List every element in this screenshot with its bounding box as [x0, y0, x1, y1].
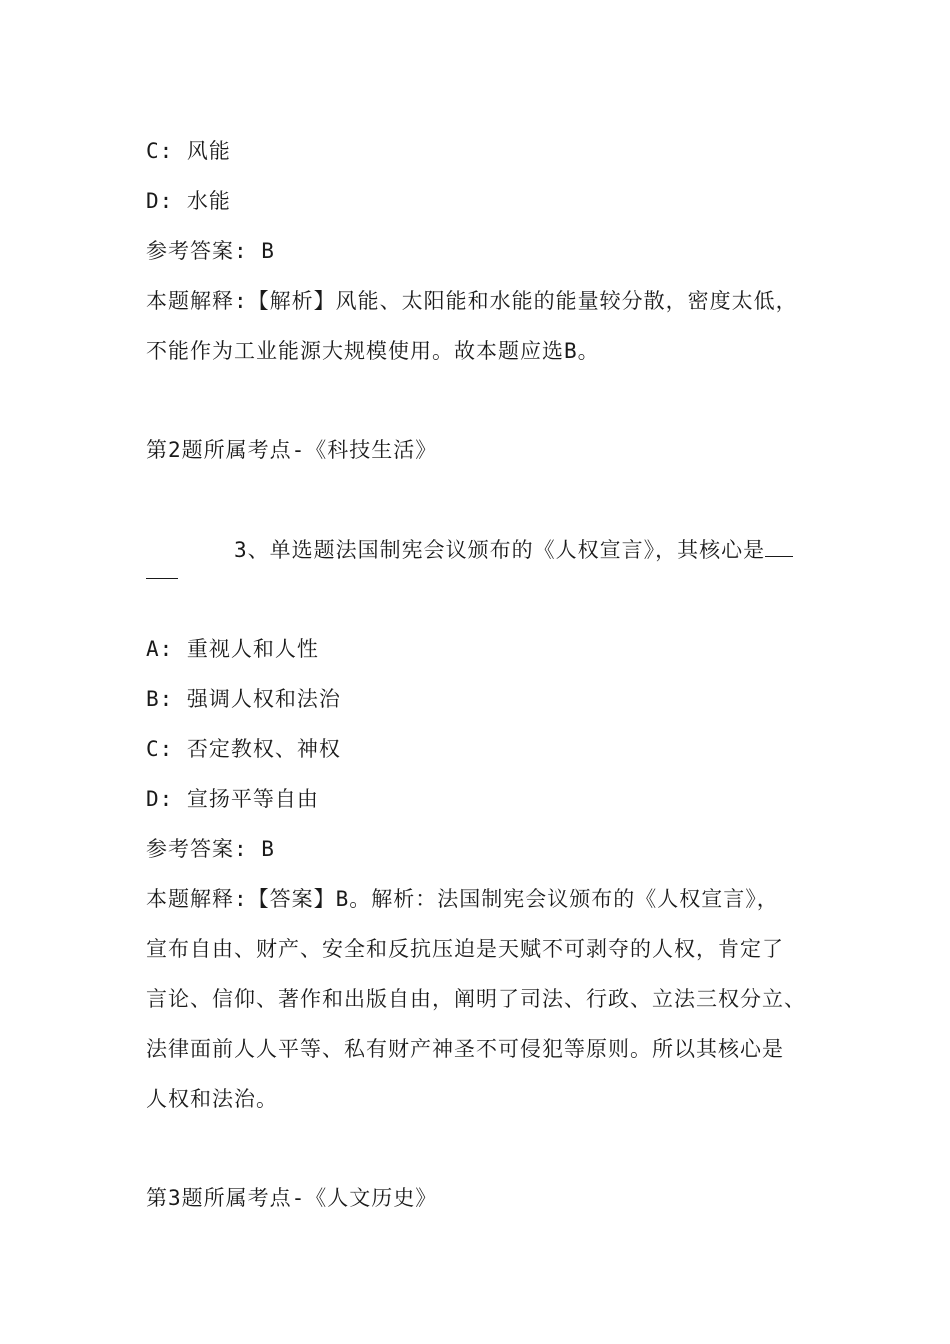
q3-option-d: D: 宣扬平等自由	[146, 787, 319, 811]
q3-question-text: 3、单选题法国制宪会议颁布的《人权宣言》，其核心是	[234, 538, 766, 562]
q2-topic: 第2题所属考点-《科技生活》	[146, 438, 438, 462]
q3-answer: 参考答案: B	[146, 837, 275, 861]
answer-blank-continuation	[146, 578, 178, 579]
q3-question-line	[234, 536, 793, 564]
q3-explanation-line-5: 人权和法治。	[146, 1087, 278, 1111]
q3-option-a: A: 重视人和人性	[146, 637, 319, 661]
q3-explanation-line-1: 本题解释:【答案】B。解析：法国制宪会议颁布的《人权宣言》，	[146, 887, 779, 911]
q3-option-b: B: 强调人权和法治	[146, 687, 341, 711]
q3-explanation-line-4: 法律面前人人平等、私有财产神圣不可侵犯等原则。所以其核心是	[146, 1037, 784, 1061]
q2-option-d: D: 水能	[146, 189, 231, 213]
q2-explanation-line-2: 不能作为工业能源大规模使用。故本题应选B。	[146, 339, 600, 363]
q3-option-c: C: 否定教权、神权	[146, 737, 341, 761]
q3-explanation-line-3: 言论、信仰、著作和出版自由，阐明了司法、行政、立法三权分立、	[146, 987, 806, 1011]
q2-explanation-line-1: 本题解释:【解析】风能、太阳能和水能的能量较分散，密度太低，	[146, 289, 798, 313]
q3-topic: 第3题所属考点-《人文历史》	[146, 1186, 438, 1210]
q3-explanation-line-2: 宣布自由、财产、安全和反抗压迫是天赋不可剥夺的人权，肯定了	[146, 937, 784, 961]
answer-blank	[765, 536, 793, 557]
q2-answer: 参考答案: B	[146, 239, 275, 263]
q2-option-c: C: 风能	[146, 139, 231, 163]
